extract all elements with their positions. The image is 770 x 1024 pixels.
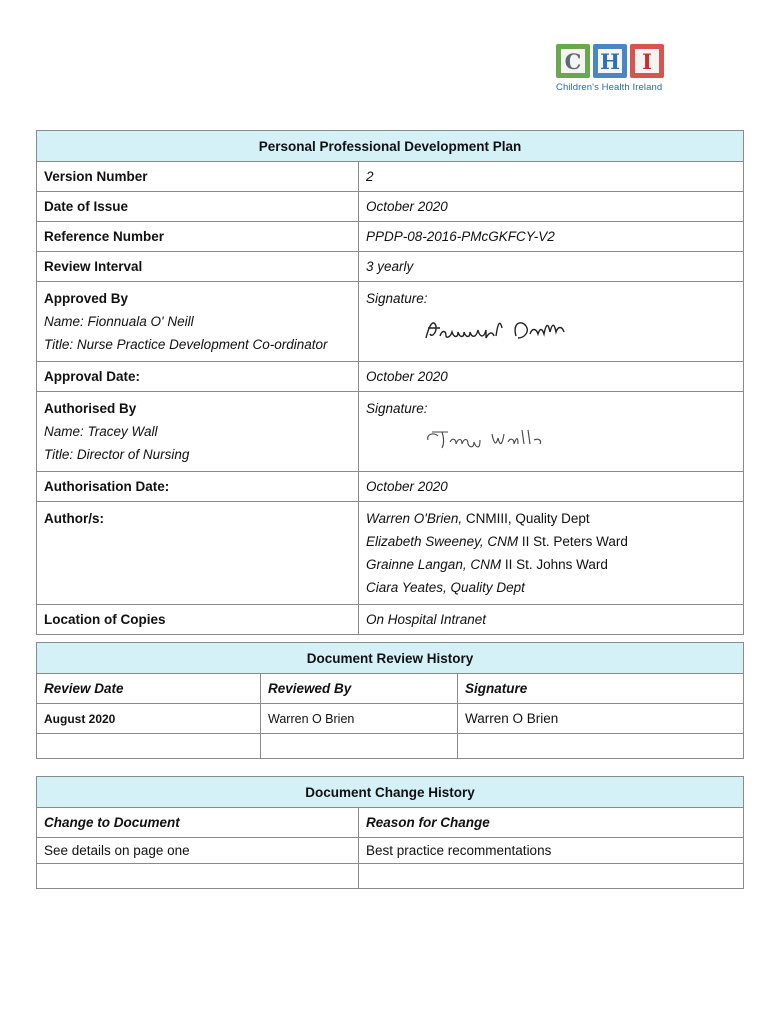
author-item: [366, 530, 736, 553]
author-name: Warren O'Brien,: [366, 511, 463, 526]
logo-block-i: [630, 44, 664, 78]
reason-header: Reason for Change: [359, 808, 744, 838]
signature-cell: Warren O Brien: [458, 704, 744, 734]
authoriser-signature-image: [422, 426, 552, 452]
table-row: [37, 734, 744, 759]
approval-date-label: Approval Date:: [37, 362, 359, 392]
table-header-row: [37, 808, 744, 838]
logo-subtitle: Children's Health Ireland: [556, 82, 663, 93]
table-row: [37, 252, 744, 282]
reference-value: PPDP-08-2016-PMcGKFCY-V2: [359, 222, 744, 252]
authorised-by-cell: [37, 392, 359, 472]
empty-cell: [37, 864, 359, 889]
issue-date-label: Date of Issue: [37, 192, 359, 222]
logo-letter-i: I: [635, 49, 659, 73]
change-history-table: [36, 776, 744, 889]
review-interval-value: 3 yearly: [359, 252, 744, 282]
author-name: Grainne Langan, CNM: [366, 557, 502, 572]
empty-cell: [359, 864, 744, 889]
review-history-table: [36, 642, 744, 759]
table-row: [37, 605, 744, 635]
author-item: [366, 576, 736, 599]
table-header-row: [37, 674, 744, 704]
table-row: [37, 192, 744, 222]
ppdp-details-table: [36, 130, 744, 635]
issue-date-value: October 2020: [359, 192, 744, 222]
reviewed-by-header: Reviewed By: [261, 674, 458, 704]
table-row: [37, 392, 744, 472]
logo-letter-c: C: [561, 49, 585, 73]
authors-list: [359, 502, 744, 605]
empty-cell: [458, 734, 744, 759]
approved-by-label: Approved By: [44, 291, 129, 306]
table-row: [37, 472, 744, 502]
chi-logo: [556, 44, 674, 98]
location-label: Location of Copies: [37, 605, 359, 635]
reference-label: Reference Number: [37, 222, 359, 252]
review-date-cell: August 2020: [37, 704, 261, 734]
table-row: [37, 864, 744, 889]
authoriser-signature-label: Signature:: [366, 401, 428, 416]
author-role: CNMIII, Quality Dept: [462, 511, 590, 526]
author-item: [366, 507, 736, 530]
author-item: [366, 553, 736, 576]
logo-block-h: [593, 44, 627, 78]
authorisation-date-value: October 2020: [359, 472, 744, 502]
empty-cell: [37, 734, 261, 759]
author-name: Elizabeth Sweeney, CNM: [366, 534, 519, 549]
author-role: II St. Peters Ward: [518, 534, 628, 549]
approver-name: Name: Fionnuala O' Neill: [44, 314, 194, 329]
authors-label: Author/s:: [44, 511, 104, 526]
table-row: [37, 282, 744, 362]
authors-label-cell: [37, 502, 359, 605]
change-header: Change to Document: [37, 808, 359, 838]
approver-signature-label: Signature:: [366, 291, 428, 306]
empty-cell: [261, 734, 458, 759]
approval-date-value: October 2020: [359, 362, 744, 392]
change-cell: See details on page one: [37, 838, 359, 864]
authoriser-name: Name: Tracey Wall: [44, 424, 158, 439]
author-name: Ciara Yeates, Quality Dept: [366, 580, 525, 595]
approver-title: Title: Nurse Practice Development Co-ordinator: [44, 337, 328, 352]
authorised-by-label: Authorised By: [44, 401, 137, 416]
authoriser-title: Title: Director of Nursing: [44, 447, 190, 462]
location-value: On Hospital Intranet: [359, 605, 744, 635]
version-value: 2: [359, 162, 744, 192]
table-row: [37, 502, 744, 605]
approver-signature-image: [422, 316, 572, 344]
table-row: [37, 222, 744, 252]
approved-by-cell: [37, 282, 359, 362]
review-interval-label: Review Interval: [37, 252, 359, 282]
ppdp-title: Personal Professional Development Plan: [37, 131, 744, 162]
logo-letter-h: H: [598, 49, 622, 73]
signature-header: Signature: [458, 674, 744, 704]
change-history-title: Document Change History: [37, 777, 744, 808]
logo-block-c: [556, 44, 590, 78]
reason-cell: Best practice recommentations: [359, 838, 744, 864]
review-date-header: Review Date: [37, 674, 261, 704]
approver-signature-cell: [359, 282, 744, 362]
reviewed-by-cell: Warren O Brien: [261, 704, 458, 734]
author-role: II St. Johns Ward: [501, 557, 608, 572]
review-history-title: Document Review History: [37, 643, 744, 674]
table-row: [37, 162, 744, 192]
authoriser-signature-cell: [359, 392, 744, 472]
authorisation-date-label: Authorisation Date:: [37, 472, 359, 502]
table-row: [37, 704, 744, 734]
table-row: [37, 362, 744, 392]
version-label: Version Number: [37, 162, 359, 192]
table-row: [37, 838, 744, 864]
